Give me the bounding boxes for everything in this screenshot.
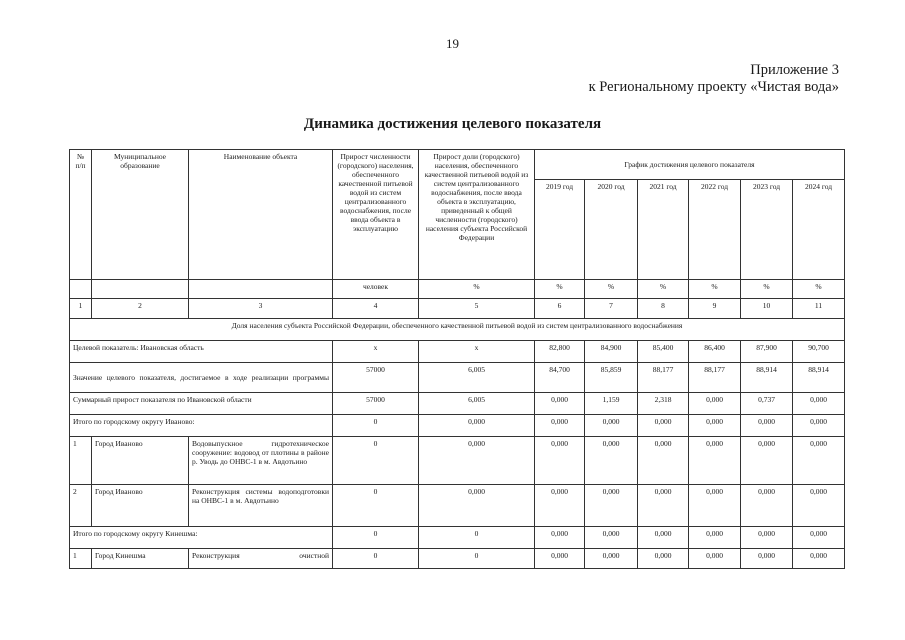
header-year: 2020 год (585, 180, 638, 280)
cell-value: 0,000 (535, 549, 585, 569)
cell-share: 6,005 (419, 363, 535, 393)
cell-value: 0,000 (689, 415, 741, 437)
header-object: Наименование объекта (189, 150, 333, 280)
cell-pop: 0 (333, 549, 419, 569)
row-label: Целевой показатель: Ивановская область (70, 341, 333, 363)
cell-value: 0,000 (535, 437, 585, 485)
cell-object: Реконструкция системы водоподготовки на ОНВС-1 в м. Авдотьино (189, 485, 333, 527)
cell-value: 0,000 (793, 415, 845, 437)
column-numbers-row (70, 299, 845, 319)
appendix-line-2: к Региональному проекту «Чистая вода» (588, 79, 839, 95)
column-number: 5 (419, 299, 535, 319)
column-number: 1 (70, 299, 92, 319)
table-row (70, 485, 845, 527)
header-year: 2024 год (793, 180, 845, 280)
row-label: Итого по городскому округу Иваново: (70, 415, 333, 437)
cell-value: 0,000 (638, 485, 689, 527)
unit-cell: % (741, 280, 793, 299)
cell-municipality: Город Иваново (92, 437, 189, 485)
cell-object: Реконструкция очистной (189, 549, 333, 569)
cell-value: 0,000 (741, 415, 793, 437)
cell-value: 0,000 (585, 485, 638, 527)
table-row (70, 415, 845, 437)
cell-value: 88,914 (741, 363, 793, 393)
cell-value: 0,000 (638, 415, 689, 437)
cell-value: 0,000 (585, 437, 638, 485)
header-num: № п/п (70, 150, 92, 280)
cell-value: 88,914 (793, 363, 845, 393)
cell-share: 0,000 (419, 485, 535, 527)
column-number: 4 (333, 299, 419, 319)
cell-value: 90,700 (793, 341, 845, 363)
appendix-line-1: Приложение 3 (750, 62, 839, 78)
cell-value: 84,900 (585, 341, 638, 363)
cell-value: 0,000 (741, 527, 793, 549)
cell-value: 86,400 (689, 341, 741, 363)
cell-value: 0,000 (741, 437, 793, 485)
cell-value: 0,000 (638, 527, 689, 549)
unit-cell: % (793, 280, 845, 299)
row-label: Значение целевого показателя, достигаемое в ходе реализации программы (70, 363, 333, 393)
header-growth-share: Прирост доли (городского) населения, обеспеченного качественной питьевой водой из систем централизованного водоснабжения, после ввода объекта в эксплуатацию, приведенный к общей численности (городского) населения субъекта Российской Федерации (419, 150, 535, 280)
unit-cell: % (689, 280, 741, 299)
column-number: 7 (585, 299, 638, 319)
unit-cell: человек (333, 280, 419, 299)
cell-pop: 0 (333, 485, 419, 527)
cell-value: 0,000 (638, 437, 689, 485)
header-year: 2019 год (535, 180, 585, 280)
cell-value: 84,700 (535, 363, 585, 393)
unit-cell: % (585, 280, 638, 299)
column-number: 2 (92, 299, 189, 319)
column-number: 11 (793, 299, 845, 319)
unit-cell: % (419, 280, 535, 299)
cell-share: 0,000 (419, 437, 535, 485)
cell-value: 0,000 (793, 527, 845, 549)
section-title: Доля населения субъекта Российской Федерации, обеспеченного качественной питьевой водой из систем централизованного водоснабжения (70, 319, 845, 341)
table-row (70, 363, 845, 393)
cell-pop: 57000 (333, 393, 419, 415)
unit-cell: % (638, 280, 689, 299)
cell-num: 1 (70, 437, 92, 485)
cell-share: 0 (419, 527, 535, 549)
cell-value: 0,000 (585, 549, 638, 569)
header-growth-pop: Прирост численности (городского) населения, обеспеченного качественной питьевой водой из систем централизованного водоснабжения, после ввода объекта в эксплуатацию (333, 150, 419, 280)
cell-value: 0,000 (535, 485, 585, 527)
cell-pop: 57000 (333, 363, 419, 393)
cell-share: 6,005 (419, 393, 535, 415)
indicator-table (69, 149, 845, 569)
cell-value: 87,900 (741, 341, 793, 363)
cell-value: 0,000 (793, 437, 845, 485)
table-row (70, 393, 845, 415)
page-number: 19 (446, 36, 459, 51)
cell-object: Водовыпускное гидротехническое сооружение: водовод от плотины в районе р. Уводь до ОНВС-1 в м. Авдотьино (189, 437, 333, 485)
cell-value: 85,859 (585, 363, 638, 393)
cell-num: 2 (70, 485, 92, 527)
cell-pop: 0 (333, 437, 419, 485)
section-title-row (70, 319, 845, 341)
cell-value: 0,000 (689, 485, 741, 527)
cell-value: 0,000 (535, 393, 585, 415)
cell-value: 0,000 (741, 549, 793, 569)
cell-pop: 0 (333, 527, 419, 549)
cell-share: 0 (419, 549, 535, 569)
row-label: Суммарный прирост показателя по Ивановской области (70, 393, 333, 415)
cell-value: 0,000 (741, 485, 793, 527)
cell-municipality: Город Иваново (92, 485, 189, 527)
cell-value: 88,177 (638, 363, 689, 393)
header-year: 2023 год (741, 180, 793, 280)
cell-value: 85,400 (638, 341, 689, 363)
cell-value: 0,000 (793, 393, 845, 415)
column-number: 6 (535, 299, 585, 319)
column-number: 10 (741, 299, 793, 319)
header-row (70, 150, 845, 180)
cell-value: 0,000 (535, 415, 585, 437)
column-number: 3 (189, 299, 333, 319)
cell-pop: 0 (333, 415, 419, 437)
header-year: 2021 год (638, 180, 689, 280)
document-title: Динамика достижения целевого показателя (303, 116, 602, 132)
cell-value: 0,000 (689, 437, 741, 485)
cell-value: 0,000 (585, 415, 638, 437)
unit-cell: % (535, 280, 585, 299)
cell-value: 1,159 (585, 393, 638, 415)
table-row (70, 341, 845, 363)
cell-value: 0,000 (689, 549, 741, 569)
cell-value: 0,000 (689, 393, 741, 415)
table-row (70, 549, 845, 569)
cell-num: 1 (70, 549, 92, 569)
units-row (70, 280, 845, 299)
cell-share: х (419, 341, 535, 363)
table-row (70, 437, 845, 485)
cell-value: 0,000 (793, 549, 845, 569)
row-label: Итого по городскому округу Кинешма: (70, 527, 333, 549)
column-number: 8 (638, 299, 689, 319)
cell-value: 0,000 (585, 527, 638, 549)
header-year: 2022 год (689, 180, 741, 280)
cell-value: 0,737 (741, 393, 793, 415)
cell-pop: х (333, 341, 419, 363)
header-municipality: Муниципальное образование (92, 150, 189, 280)
cell-value: 2,318 (638, 393, 689, 415)
cell-value: 88,177 (689, 363, 741, 393)
appendix-reference (589, 62, 839, 96)
cell-share: 0,000 (419, 415, 535, 437)
cell-value: 0,000 (689, 527, 741, 549)
table-row (70, 527, 845, 549)
cell-value: 0,000 (793, 485, 845, 527)
column-number: 9 (689, 299, 741, 319)
header-schedule: График достижения целевого показателя (535, 150, 845, 180)
cell-value: 0,000 (535, 527, 585, 549)
cell-municipality: Город Кинешма (92, 549, 189, 569)
cell-value: 0,000 (638, 549, 689, 569)
cell-value: 82,800 (535, 341, 585, 363)
